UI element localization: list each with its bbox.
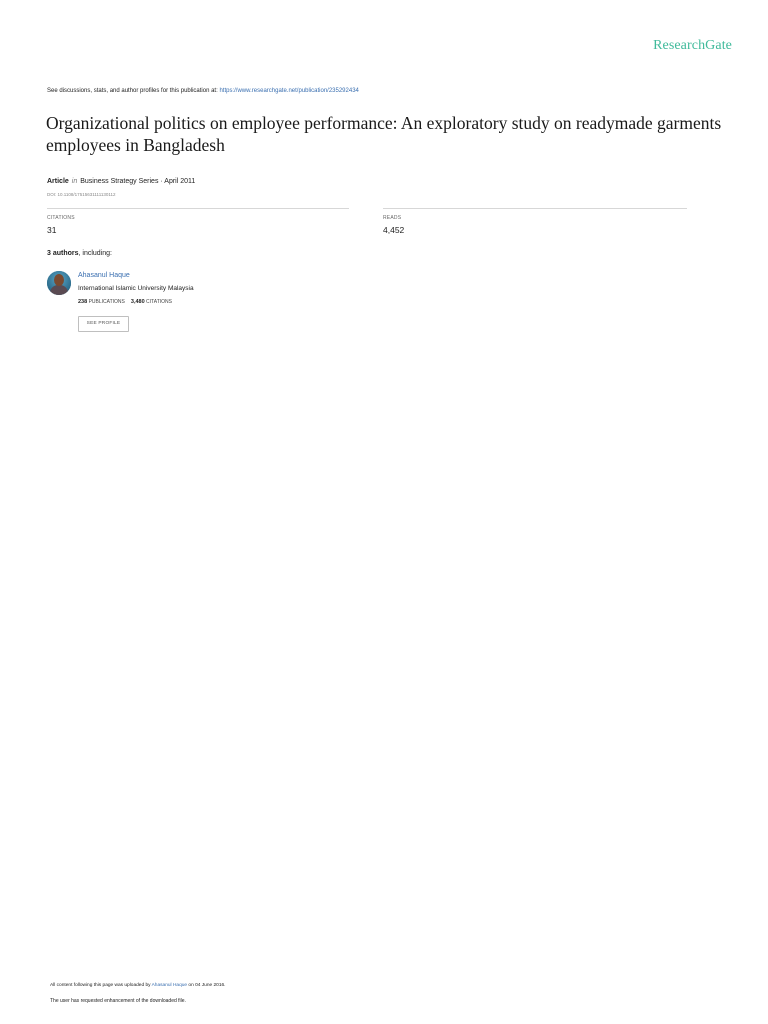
citations-label: CITATIONS (47, 215, 75, 221)
see-profile-button[interactable]: SEE PROFILE (78, 316, 129, 332)
article-type: Article (47, 178, 69, 185)
doi-text: DOI: 10.1108/17515631111130112 (47, 192, 116, 197)
venue-date: Business Strategy Series · April 2011 (80, 178, 196, 185)
divider-left (47, 208, 349, 209)
uploader-link[interactable]: Ahasanul Haque (151, 983, 188, 988)
publication-url-link[interactable]: https://www.researchgate.net/publication/235292434 (219, 88, 359, 94)
authors-count-line (47, 250, 112, 257)
enhancement-request-notice: The user has requested enhancement of the downloaded file. (50, 998, 186, 1004)
publications-label: PUBLICATIONS (88, 299, 125, 305)
publication-meta (47, 178, 195, 185)
in-word: in (71, 178, 78, 185)
avatar-head (54, 274, 64, 286)
notice-text: See discussions, stats, and author profiles for this publication at: (47, 88, 220, 94)
authors-count: 3 authors (47, 250, 79, 257)
publications-count: 238 (78, 299, 88, 305)
reads-value: 4,452 (383, 225, 405, 235)
divider-right (383, 208, 687, 209)
author-stats (78, 299, 172, 305)
upload-notice (50, 983, 226, 988)
avatar-body (50, 285, 68, 295)
upload-suffix: on 04 June 2016. (187, 983, 226, 988)
citations-value: 31 (47, 225, 57, 235)
authors-including: , including: (78, 250, 112, 257)
researchgate-logo[interactable]: ResearchGate (653, 38, 732, 53)
reads-label: READS (383, 215, 402, 221)
paper-title: Organizational politics on employee performance: An exploratory study on readymade garments employees in Bangladesh (46, 113, 722, 155)
upload-prefix: All content following this page was uploaded by (50, 983, 152, 988)
author-avatar[interactable] (47, 271, 71, 295)
author-citations-label: CITATIONS (146, 299, 172, 305)
author-name-link[interactable]: Ahasanul Haque (78, 272, 130, 279)
author-institution: International Islamic University Malaysia (78, 285, 194, 292)
author-citations-count: 3,480 (130, 299, 145, 305)
discussion-notice (47, 88, 359, 94)
